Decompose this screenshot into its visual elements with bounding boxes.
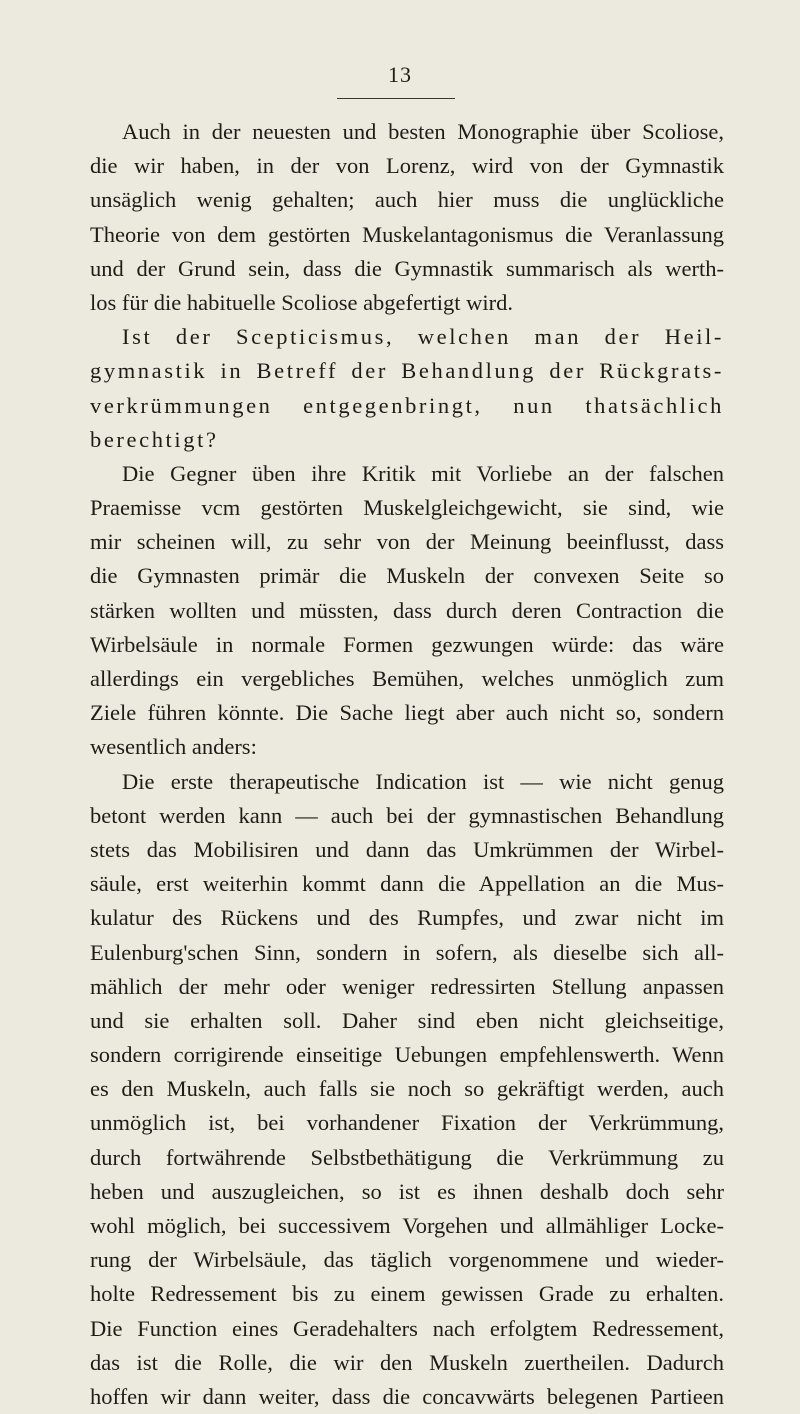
text-line: holte Redressement bis zu einem gewissen Grade zu erhalten. [90,1281,724,1307]
text-line: kulatur des Rückens und des Rumpfes, und zwar nicht im [90,905,724,931]
text-line: wohl möglich, bei successivem Vorgehen und allmähliger Locke- [90,1213,724,1238]
text-line: Praemisse vcm gestörten Muskelgleichgewicht, sie sind, wie [90,495,724,521]
page-number-rule [337,98,455,99]
text-line: es den Muskeln, auch falls sie noch so gekräftigt werden, auch [90,1076,724,1102]
text-line: betont werden kann — auch bei der gymnastischen Behandlung [90,802,724,828]
text-line: und der Grund sein, dass die Gymnastik summarisch als werth- [90,255,724,281]
text-line: Ziele führen könnte. Die Sache liegt aber auch nicht so, sondern [90,700,724,726]
text-line: Die Gegner üben ihre Kritik mit Vorliebe an der falschen [122,460,724,486]
text-line: säule, erst weiterhin kommt dann die Appellation an die Mus- [90,871,724,897]
text-line: Auch in der neuesten und besten Monographie über Scoliose, [122,119,724,144]
text-line: Ist der Scepticismus, welchen man der Heil- [122,324,724,350]
text-line: stets das Mobilisiren und dann das Umkrümmen der Wirbel- [90,836,724,862]
text-line: wesentlich anders: [90,734,257,760]
text-line: unmöglich ist, bei vorhandener Fixation der Verkrümmung, [90,1110,724,1136]
text-line: Wirbelsäule in normale Formen gezwungen würde: das wäre [90,631,724,657]
text-line: stärken wollten und müssten, dass durch deren Contraction die [90,597,724,623]
text-line: das ist die Rolle, die wir den Muskeln zuertheilen. Dadurch [90,1349,724,1375]
text-line: sondern corrigirende einseitige Uebungen empfehlenswerth. Wenn [90,1042,724,1068]
text-line: unsäglich wenig gehalten; auch hier muss die unglückliche [90,187,724,213]
text-line: hoffen wir dann weiter, dass die concavwärts belegenen Partieen [90,1383,724,1409]
text-line: allerdings ein vergebliches Bemühen, welches unmöglich zum [90,666,724,691]
text-line: mir scheinen will, zu sehr von der Meinung beeinflusst, dass [90,529,724,555]
text-line: mählich der mehr oder weniger redressirten Stellung anpassen [90,973,724,999]
text-line: gymnastik in Betreff der Behandlung der Rückgrats- [90,358,724,384]
text-line: verkrümmungen entgegenbringt, nun thatsächlich [90,392,724,418]
text-line: heben und auszugleichen, so ist es ihnen deshalb doch sehr [90,1178,724,1204]
text-line: rung der Wirbelsäule, das täglich vorgenommene und wieder- [90,1247,724,1273]
text-line: berechtigt? [90,426,219,452]
body-text [90,115,724,1414]
text-line: die wir haben, in der von Lorenz, wird von der Gymnastik [90,153,724,179]
text-line: die Gymnasten primär die Muskeln der convexen Seite so [90,563,724,589]
page-number: 13 [388,62,412,87]
text-line: los für die habituelle Scoliose abgefertigt wird. [90,289,514,315]
text-line: Die Function eines Geradehalters nach erfolgtem Redressement, [90,1315,724,1341]
text-line: Eulenburg'schen Sinn, sondern in sofern, als dieselbe sich all- [90,939,724,965]
text-line: Theorie von dem gestörten Muskelantagonismus die Veranlassung [90,221,724,247]
text-line: Die erste therapeutische Indication ist — wie nicht genug [122,768,724,794]
text-line: und sie erhalten soll. Daher sind eben nicht gleichseitige, [90,1007,724,1033]
text-line: durch fortwährende Selbstbethätigung die Verkrümmung zu [90,1144,724,1170]
